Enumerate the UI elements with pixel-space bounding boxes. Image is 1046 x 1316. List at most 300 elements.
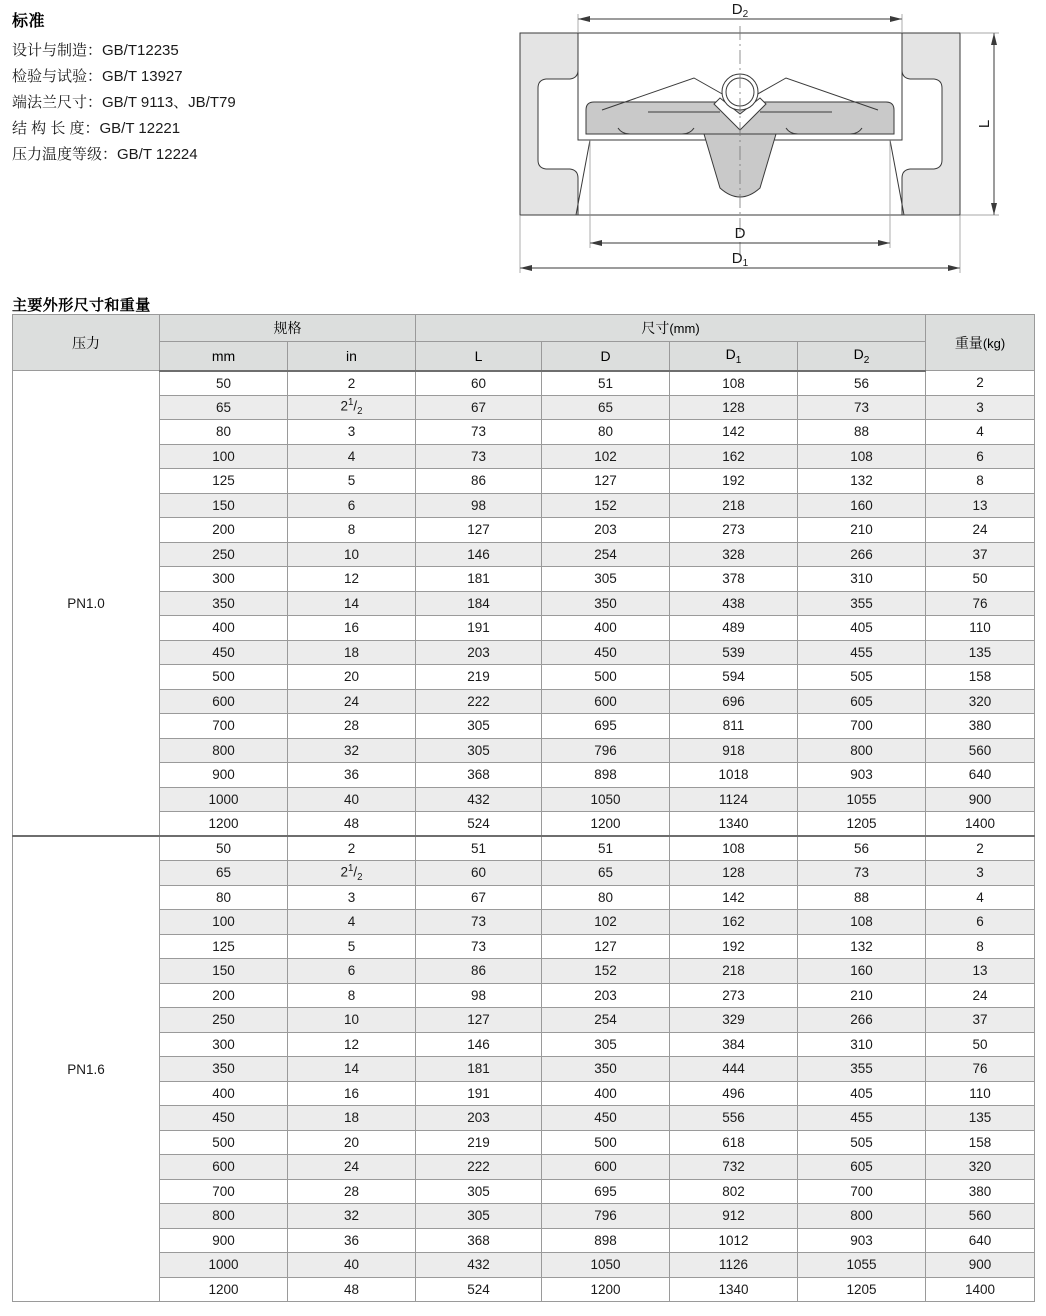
cell-weight: 900 <box>926 1253 1035 1278</box>
cell-dim-l: 60 <box>416 371 542 396</box>
valve-body-left <box>520 33 578 215</box>
table-row <box>13 1277 1035 1302</box>
cell-weight: 380 <box>926 714 1035 739</box>
cell-dim-d1: 142 <box>670 420 798 445</box>
table-row <box>13 371 1035 396</box>
col-header-d: D <box>542 342 670 371</box>
table-row <box>13 493 1035 518</box>
cell-dim-d1: 162 <box>670 444 798 469</box>
cell-size-mm: 150 <box>160 493 288 518</box>
col-header-mm: mm <box>160 342 288 371</box>
cell-weight: 158 <box>926 1130 1035 1155</box>
table-row <box>13 1228 1035 1253</box>
table-row <box>13 395 1035 420</box>
cell-size-mm: 50 <box>160 371 288 396</box>
cell-dim-d: 600 <box>542 689 670 714</box>
cell-dim-l: 219 <box>416 1130 542 1155</box>
cell-size-in: 6 <box>288 493 416 518</box>
cell-dim-l: 222 <box>416 1155 542 1180</box>
cell-weight: 110 <box>926 616 1035 641</box>
cell-size-in: 2 <box>288 836 416 861</box>
table-row <box>13 861 1035 886</box>
table-row <box>13 1081 1035 1106</box>
dim-arrow-l-top <box>991 33 997 45</box>
cell-dim-l: 86 <box>416 469 542 494</box>
standard-line-0: 设计与制造：GB/T12235 <box>12 42 179 59</box>
table-header-row-bottom <box>13 342 1035 371</box>
cell-dim-d2: 800 <box>798 738 926 763</box>
cell-dim-d1: 556 <box>670 1106 798 1131</box>
cell-dim-l: 222 <box>416 689 542 714</box>
table-row <box>13 665 1035 690</box>
cell-size-mm: 700 <box>160 714 288 739</box>
cell-size-mm: 250 <box>160 1008 288 1033</box>
cell-dim-d1: 192 <box>670 469 798 494</box>
cell-dim-d1: 912 <box>670 1204 798 1229</box>
cell-size-mm: 300 <box>160 567 288 592</box>
cell-size-in: 40 <box>288 1253 416 1278</box>
cell-dim-d2: 355 <box>798 1057 926 1082</box>
cell-dim-d2: 73 <box>798 395 926 420</box>
table-row <box>13 616 1035 641</box>
table-row <box>13 1032 1035 1057</box>
cell-dim-d: 254 <box>542 1008 670 1033</box>
cell-dim-d: 51 <box>542 371 670 396</box>
valve-body-right <box>902 33 960 215</box>
table-row <box>13 1155 1035 1180</box>
cell-dim-d: 1050 <box>542 1253 670 1278</box>
cell-weight: 8 <box>926 934 1035 959</box>
cell-dim-d1: 128 <box>670 395 798 420</box>
cell-size-mm: 400 <box>160 616 288 641</box>
cell-weight: 3 <box>926 861 1035 886</box>
table-row <box>13 689 1035 714</box>
cell-dim-d: 51 <box>542 836 670 861</box>
table-row <box>13 836 1035 861</box>
cell-dim-d: 102 <box>542 910 670 935</box>
cell-dim-d1: 539 <box>670 640 798 665</box>
cell-weight: 560 <box>926 1204 1035 1229</box>
cell-dim-d: 1200 <box>542 1277 670 1302</box>
cell-weight: 1400 <box>926 1277 1035 1302</box>
cell-dim-l: 305 <box>416 1204 542 1229</box>
cell-dim-l: 67 <box>416 885 542 910</box>
cell-dim-d2: 455 <box>798 1106 926 1131</box>
cell-dim-l: 60 <box>416 861 542 886</box>
table-row <box>13 469 1035 494</box>
cell-weight: 4 <box>926 420 1035 445</box>
dim-label-d1: $D_1$ <box>731 250 749 269</box>
cell-size-mm: 200 <box>160 518 288 543</box>
dim-arrow-d-right <box>878 240 890 246</box>
cell-weight: 8 <box>926 469 1035 494</box>
cell-weight: 37 <box>926 1008 1035 1033</box>
col-header-d2 <box>798 342 926 371</box>
cell-weight: 6 <box>926 910 1035 935</box>
cell-size-mm: 300 <box>160 1032 288 1057</box>
cell-dim-l: 305 <box>416 738 542 763</box>
cell-dim-d1: 108 <box>670 371 798 396</box>
cell-size-in: 5 <box>288 469 416 494</box>
cell-dim-d2: 903 <box>798 763 926 788</box>
cell-dim-l: 73 <box>416 444 542 469</box>
cell-dim-d1: 142 <box>670 885 798 910</box>
table-row <box>13 983 1035 1008</box>
cell-dim-d: 500 <box>542 665 670 690</box>
cell-dim-d1: 696 <box>670 689 798 714</box>
table-row <box>13 738 1035 763</box>
standard-line-1: 检验与试验：GB/T 13927 <box>12 68 183 85</box>
cell-size-in: 24 <box>288 689 416 714</box>
cell-dim-l: 524 <box>416 1277 542 1302</box>
dimensions-weight-table <box>12 314 1034 1302</box>
d1-subscript: 1 <box>735 354 742 366</box>
cell-dim-d: 898 <box>542 1228 670 1253</box>
table-header-row-top <box>13 315 1035 342</box>
cell-dim-d: 450 <box>542 640 670 665</box>
cell-weight: 37 <box>926 542 1035 567</box>
cell-size-in: $2^1/_2$ <box>288 395 416 420</box>
table-row <box>13 542 1035 567</box>
cell-size-mm: 200 <box>160 983 288 1008</box>
cell-dim-d: 796 <box>542 738 670 763</box>
col-header-size-group <box>416 315 926 342</box>
cell-weight: 135 <box>926 640 1035 665</box>
cell-weight: 380 <box>926 1179 1035 1204</box>
cell-size-mm: 350 <box>160 1057 288 1082</box>
cell-size-mm: 900 <box>160 763 288 788</box>
cell-dim-d2: 405 <box>798 616 926 641</box>
cell-dim-d: 350 <box>542 1057 670 1082</box>
cell-size-mm: 125 <box>160 469 288 494</box>
cell-dim-d2: 266 <box>798 1008 926 1033</box>
cell-dim-d: 898 <box>542 763 670 788</box>
cell-dim-d2: 73 <box>798 861 926 886</box>
cell-dim-d2: 210 <box>798 983 926 1008</box>
cell-dim-l: 191 <box>416 1081 542 1106</box>
cell-dim-d: 65 <box>542 395 670 420</box>
cell-size-in: 14 <box>288 591 416 616</box>
table-row <box>13 567 1035 592</box>
cell-size-mm: 100 <box>160 444 288 469</box>
table-body <box>13 371 1035 1302</box>
cell-dim-d: 203 <box>542 983 670 1008</box>
col-header-pressure: 压力 <box>13 315 160 371</box>
standard-line-2: 端法兰尺寸：GB/T 9113、JB/T79 <box>12 94 236 111</box>
cell-size-in: 28 <box>288 1179 416 1204</box>
cell-dim-d2: 56 <box>798 836 926 861</box>
table-row <box>13 640 1035 665</box>
cell-size-mm: 900 <box>160 1228 288 1253</box>
cell-size-in: 48 <box>288 1277 416 1302</box>
table-row <box>13 1204 1035 1229</box>
dim-arrow-d1-left <box>520 265 532 271</box>
standard-line-4: 压力温度等级：GB/T 12224 <box>12 146 198 163</box>
cell-size-in: 20 <box>288 1130 416 1155</box>
table-row <box>13 420 1035 445</box>
cell-dim-l: 73 <box>416 420 542 445</box>
cell-dim-d1: 384 <box>670 1032 798 1057</box>
cell-dim-d1: 378 <box>670 567 798 592</box>
cell-size-mm: 125 <box>160 934 288 959</box>
cell-dim-d: 152 <box>542 959 670 984</box>
cell-weight: 24 <box>926 518 1035 543</box>
cell-dim-d1: 438 <box>670 591 798 616</box>
cell-size-mm: 500 <box>160 1130 288 1155</box>
cell-size-in: 10 <box>288 1008 416 1033</box>
cell-size-in: 10 <box>288 542 416 567</box>
cell-size-in: 3 <box>288 420 416 445</box>
dim-label-l: L <box>976 119 993 129</box>
cell-dim-d: 1050 <box>542 787 670 812</box>
cell-weight: 13 <box>926 493 1035 518</box>
cell-dim-d1: 496 <box>670 1081 798 1106</box>
cell-dim-l: 305 <box>416 1179 542 1204</box>
cell-size-in: 48 <box>288 812 416 837</box>
cell-dim-d: 695 <box>542 1179 670 1204</box>
cell-dim-d2: 1205 <box>798 812 926 837</box>
cell-size-mm: 500 <box>160 665 288 690</box>
cell-size-mm: 80 <box>160 420 288 445</box>
cell-dim-d: 305 <box>542 567 670 592</box>
cell-dim-d1: 329 <box>670 1008 798 1033</box>
cell-weight: 900 <box>926 787 1035 812</box>
col-header-l: L <box>416 342 542 371</box>
cell-dim-l: 67 <box>416 395 542 420</box>
cell-weight: 560 <box>926 738 1035 763</box>
cell-weight: 4 <box>926 885 1035 910</box>
cell-dim-d: 500 <box>542 1130 670 1155</box>
cell-dim-d2: 108 <box>798 444 926 469</box>
cell-size-mm: 1200 <box>160 812 288 837</box>
cell-weight: 50 <box>926 1032 1035 1057</box>
pressure-rating-cell: PN1.6 <box>13 836 160 1302</box>
cell-size-in: 16 <box>288 616 416 641</box>
cell-dim-d1: 273 <box>670 983 798 1008</box>
cell-size-in: 12 <box>288 567 416 592</box>
cell-size-in: 36 <box>288 763 416 788</box>
cell-dim-l: 146 <box>416 542 542 567</box>
cell-dim-d1: 273 <box>670 518 798 543</box>
cell-dim-d2: 605 <box>798 689 926 714</box>
cell-size-in: 32 <box>288 1204 416 1229</box>
cell-size-mm: 600 <box>160 689 288 714</box>
cell-dim-d1: 128 <box>670 861 798 886</box>
dim-arrow-d2-left <box>578 16 590 22</box>
cell-size-in: 12 <box>288 1032 416 1057</box>
col-header-d1 <box>670 342 798 371</box>
cell-dim-d: 127 <box>542 469 670 494</box>
cell-weight: 320 <box>926 1155 1035 1180</box>
cell-dim-d2: 903 <box>798 1228 926 1253</box>
cell-dim-d: 80 <box>542 885 670 910</box>
cell-dim-d1: 444 <box>670 1057 798 1082</box>
cell-dim-l: 203 <box>416 640 542 665</box>
cell-dim-d2: 700 <box>798 714 926 739</box>
cell-size-mm: 450 <box>160 1106 288 1131</box>
cell-dim-l: 203 <box>416 1106 542 1131</box>
cell-dim-d2: 310 <box>798 1032 926 1057</box>
cell-size-mm: 150 <box>160 959 288 984</box>
cell-dim-d1: 489 <box>670 616 798 641</box>
cell-weight: 13 <box>926 959 1035 984</box>
cell-size-mm: 350 <box>160 591 288 616</box>
cell-dim-d: 350 <box>542 591 670 616</box>
cell-dim-l: 146 <box>416 1032 542 1057</box>
table-row <box>13 591 1035 616</box>
cell-dim-d1: 1126 <box>670 1253 798 1278</box>
cell-dim-d2: 310 <box>798 567 926 592</box>
cell-size-in: 32 <box>288 738 416 763</box>
header-area <box>0 0 1046 290</box>
cell-size-mm: 65 <box>160 861 288 886</box>
cell-size-in: 18 <box>288 1106 416 1131</box>
cell-dim-l: 368 <box>416 763 542 788</box>
cell-weight: 158 <box>926 665 1035 690</box>
cell-size-in: 20 <box>288 665 416 690</box>
table-row <box>13 518 1035 543</box>
cell-dim-d1: 811 <box>670 714 798 739</box>
cell-size-in: 6 <box>288 959 416 984</box>
dim-arrow-d1-right <box>948 265 960 271</box>
cell-dim-d: 450 <box>542 1106 670 1131</box>
table-row <box>13 934 1035 959</box>
cell-dim-d: 600 <box>542 1155 670 1180</box>
cell-dim-d: 65 <box>542 861 670 886</box>
cell-dim-d2: 505 <box>798 665 926 690</box>
cell-size-in: 28 <box>288 714 416 739</box>
cell-weight: 2 <box>926 836 1035 861</box>
cell-dim-d1: 218 <box>670 493 798 518</box>
standards-block <box>12 8 482 168</box>
cell-dim-d2: 88 <box>798 420 926 445</box>
cell-dim-l: 51 <box>416 836 542 861</box>
cell-dim-d1: 918 <box>670 738 798 763</box>
cell-dim-d2: 700 <box>798 1179 926 1204</box>
table-row <box>13 1008 1035 1033</box>
cell-weight: 24 <box>926 983 1035 1008</box>
cell-dim-d2: 88 <box>798 885 926 910</box>
cell-dim-d1: 1340 <box>670 1277 798 1302</box>
cell-weight: 6 <box>926 444 1035 469</box>
cell-size-mm: 100 <box>160 910 288 935</box>
cell-dim-l: 98 <box>416 493 542 518</box>
cell-dim-d: 254 <box>542 542 670 567</box>
cell-size-in: 24 <box>288 1155 416 1180</box>
cell-dim-l: 368 <box>416 1228 542 1253</box>
cell-dim-l: 432 <box>416 1253 542 1278</box>
dim-arrow-d-left <box>590 240 602 246</box>
size-group-unit: (mm) <box>669 321 700 336</box>
cell-dim-d1: 162 <box>670 910 798 935</box>
cell-dim-d: 1200 <box>542 812 670 837</box>
cell-dim-d2: 605 <box>798 1155 926 1180</box>
dim-label-d2: $D_2$ <box>731 1 749 20</box>
cell-size-in: 36 <box>288 1228 416 1253</box>
cell-size-mm: 600 <box>160 1155 288 1180</box>
cell-size-in: 40 <box>288 787 416 812</box>
cell-dim-l: 305 <box>416 714 542 739</box>
cell-dim-l: 86 <box>416 959 542 984</box>
cell-size-mm: 1200 <box>160 1277 288 1302</box>
cell-dim-l: 73 <box>416 934 542 959</box>
cell-dim-d2: 160 <box>798 959 926 984</box>
cell-size-mm: 250 <box>160 542 288 567</box>
cell-dim-d2: 108 <box>798 910 926 935</box>
cell-size-in: 18 <box>288 640 416 665</box>
table-row <box>13 763 1035 788</box>
cell-dim-d2: 56 <box>798 371 926 396</box>
cell-dim-d: 695 <box>542 714 670 739</box>
standard-line-3: 结 构 长 度：GB/T 12221 <box>12 120 181 137</box>
cell-dim-l: 181 <box>416 567 542 592</box>
cell-weight: 2 <box>926 371 1035 396</box>
cell-size-mm: 1000 <box>160 787 288 812</box>
cell-size-in: 14 <box>288 1057 416 1082</box>
cell-dim-d2: 160 <box>798 493 926 518</box>
cell-dim-l: 181 <box>416 1057 542 1082</box>
table-row <box>13 1253 1035 1278</box>
standards-title: 标准 <box>12 13 46 30</box>
cell-weight: 76 <box>926 1057 1035 1082</box>
cell-weight: 110 <box>926 1081 1035 1106</box>
cell-size-mm: 50 <box>160 836 288 861</box>
cell-size-mm: 80 <box>160 885 288 910</box>
cell-weight: 50 <box>926 567 1035 592</box>
table-row <box>13 1057 1035 1082</box>
cell-dim-d: 305 <box>542 1032 670 1057</box>
cell-dim-d: 400 <box>542 616 670 641</box>
dim-arrow-d2-right <box>890 16 902 22</box>
cell-size-in: 8 <box>288 518 416 543</box>
table-row <box>13 959 1035 984</box>
d2-subscript: 2 <box>863 354 870 366</box>
cell-dim-d: 152 <box>542 493 670 518</box>
cell-dim-d: 796 <box>542 1204 670 1229</box>
cell-dim-l: 127 <box>416 1008 542 1033</box>
cell-dim-l: 73 <box>416 910 542 935</box>
cell-size-in: 4 <box>288 444 416 469</box>
dim-arrow-l-bottom <box>991 203 997 215</box>
cell-weight: 76 <box>926 591 1035 616</box>
table-row <box>13 812 1035 837</box>
cell-dim-l: 219 <box>416 665 542 690</box>
cell-weight: 1400 <box>926 812 1035 837</box>
size-group-label: 尺寸 <box>641 320 670 336</box>
cell-size-in: 3 <box>288 885 416 910</box>
cell-dim-d: 102 <box>542 444 670 469</box>
cell-size-in: 2 <box>288 371 416 396</box>
cell-dim-d1: 192 <box>670 934 798 959</box>
table-head <box>13 315 1035 371</box>
cell-weight: 320 <box>926 689 1035 714</box>
pressure-rating-cell: PN1.0 <box>13 371 160 837</box>
cell-weight: 640 <box>926 1228 1035 1253</box>
page-title: 主要外形尺寸和重量 <box>12 297 151 314</box>
cell-dim-d: 203 <box>542 518 670 543</box>
cell-dim-d1: 328 <box>670 542 798 567</box>
col-header-in: in <box>288 342 416 371</box>
table-row <box>13 787 1035 812</box>
table-row <box>13 1130 1035 1155</box>
cell-size-mm: 800 <box>160 738 288 763</box>
dim-label-d: D <box>734 225 746 242</box>
cell-dim-d: 400 <box>542 1081 670 1106</box>
d1-base: D <box>725 345 736 362</box>
cell-dim-l: 432 <box>416 787 542 812</box>
col-header-weight <box>926 315 1035 371</box>
cell-dim-d1: 108 <box>670 836 798 861</box>
